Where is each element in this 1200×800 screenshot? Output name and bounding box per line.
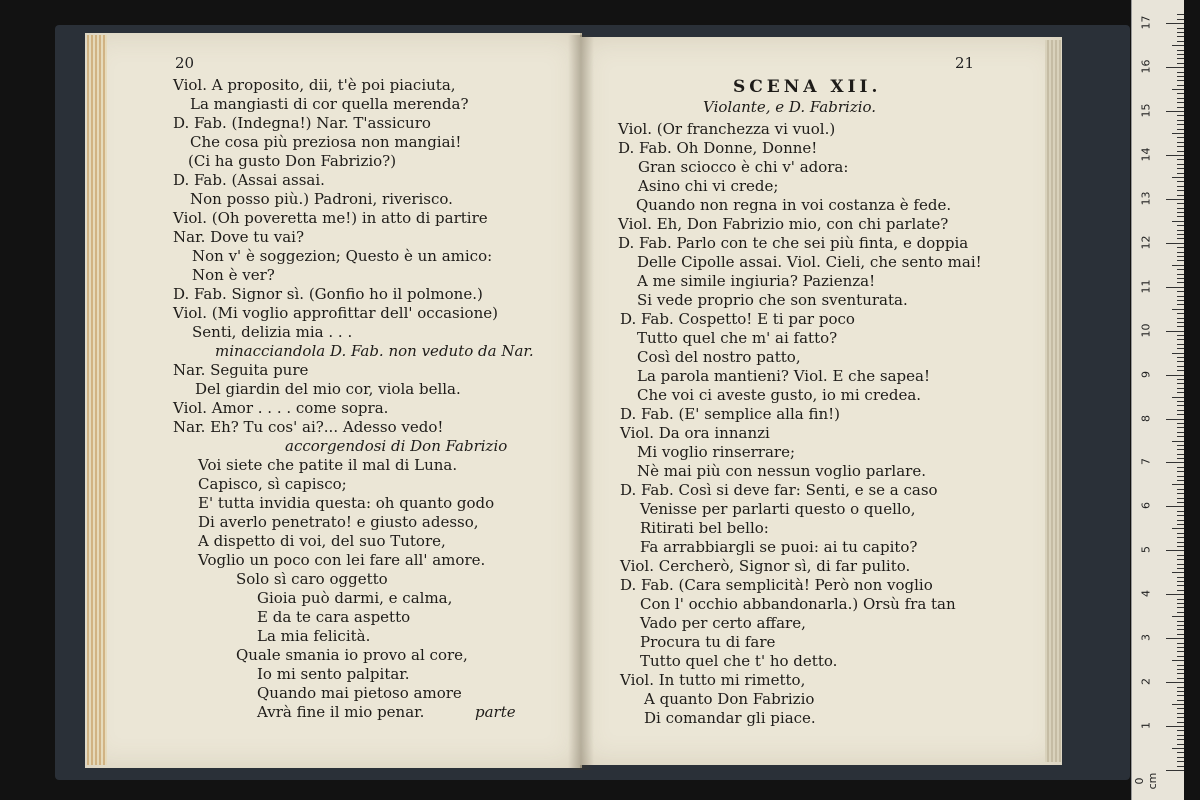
ruler-tick [1177,427,1184,428]
right-line: A me simile ingiuria? Pazienza! [637,272,876,290]
ruler-tick [1177,405,1184,406]
ruler-tick [1177,629,1184,630]
ruler-tick [1172,748,1184,749]
right-line: Viol. In tutto mi rimetto, [620,671,806,689]
ruler-tick [1172,221,1184,222]
left-line: (Ci ha gusto Don Fabrizio?) [188,152,397,170]
ruler-tick [1177,493,1184,494]
right-line: Procura tu di fare [640,633,776,651]
ruler-number: 16 [1139,59,1153,74]
ruler-tick [1177,304,1184,305]
ruler-tick [1177,656,1184,657]
ruler-tick [1166,67,1184,68]
left-line: D. Fab. (Indegna!) Nar. T'assicuro [173,114,431,132]
ruler-tick [1177,107,1184,108]
ruler-tick [1177,537,1184,538]
left-line: Nar. Seguita pure [173,361,309,379]
ruler-tick [1177,735,1184,736]
ruler-tick [1177,72,1184,73]
ruler-tick [1177,480,1184,481]
ruler-tick [1177,695,1184,696]
aria-line: Quando mai pietoso amore [257,684,462,702]
ruler-number: 12 [1139,235,1153,250]
ruler-tick [1177,203,1184,204]
ruler-tick [1177,357,1184,358]
ruler-tick [1177,344,1184,345]
aria-line: Io mi sento palpitar. [257,665,410,683]
ruler-tick [1166,23,1184,24]
ruler-tick [1166,550,1184,551]
left-line: E' tutta invidia questa: oh quanto godo [198,494,495,512]
ruler-tick [1177,577,1184,578]
ruler-tick [1177,230,1184,231]
ruler-tick [1177,542,1184,543]
ruler-tick [1177,225,1184,226]
left-line: D. Fab. Signor sì. (Gonfio ho il polmone.) [173,285,483,303]
right-page-edges [1045,40,1061,762]
ruler-tick [1177,489,1184,490]
ruler-tick [1177,151,1184,152]
ruler-tick [1172,616,1184,617]
ruler-tick [1177,511,1184,512]
right-line: Viol. Eh, Don Fabrizio mio, con chi parlate? [618,215,949,233]
ruler-tick [1166,770,1184,771]
ruler-tick [1172,177,1184,178]
left-line: Che cosa più preziosa non mangiai! [190,133,462,151]
ruler-tick [1172,89,1184,90]
ruler-tick [1177,14,1184,15]
ruler-tick [1166,726,1184,727]
ruler-tick [1177,392,1184,393]
ruler-tick [1177,379,1184,380]
aria-line: Solo sì caro oggetto [236,570,388,588]
measuring-ruler [1131,0,1184,800]
ruler-tick [1177,208,1184,209]
ruler-tick [1177,326,1184,327]
ruler-tick [1177,581,1184,582]
ruler-tick [1177,524,1184,525]
ruler-tick [1177,761,1184,762]
ruler-tick [1177,533,1184,534]
ruler-tick [1177,85,1184,86]
ruler-tick [1177,520,1184,521]
ruler-tick [1177,467,1184,468]
ruler-tick [1177,216,1184,217]
ruler-tick [1177,159,1184,160]
ruler-number: 13 [1139,191,1153,206]
stage-direction: parte [475,703,516,721]
ruler-tick [1166,506,1184,507]
ruler-tick [1177,559,1184,560]
right-line: Asino chi vi crede; [638,177,779,195]
ruler-tick [1166,419,1184,420]
ruler-tick [1166,375,1184,376]
ruler-tick [1172,133,1184,134]
ruler-tick [1177,585,1184,586]
right-line: Di comandar gli piace. [644,709,816,727]
stage-direction: accorgendosi di Don Fabrizio [285,437,508,455]
ruler-tick [1177,76,1184,77]
ruler-tick [1177,643,1184,644]
ruler-tick [1172,309,1184,310]
stage-direction: minacciandola D. Fab. non veduto da Nar. [215,342,534,360]
ruler-tick [1177,678,1184,679]
ruler-tick [1177,247,1184,248]
ruler-tick [1177,476,1184,477]
ruler-tick [1166,243,1184,244]
ruler-tick [1177,607,1184,608]
ruler-tick [1177,318,1184,319]
ruler-tick [1177,423,1184,424]
ruler-tick [1177,339,1184,340]
ruler-tick [1172,265,1184,266]
ruler-tick [1177,102,1184,103]
ruler-tick [1177,361,1184,362]
ruler-tick [1172,484,1184,485]
ruler-number: 9 [1139,370,1153,378]
left-line: La mangiasti di cor quella merenda? [190,95,469,113]
ruler-tick [1177,651,1184,652]
ruler-number: 4 [1139,590,1153,598]
left-line: Capisco, sì capisco; [198,475,347,493]
ruler-unit-label: 0 cm [1133,772,1159,790]
ruler-tick [1177,388,1184,389]
ruler-tick [1177,291,1184,292]
ruler-tick [1177,603,1184,604]
ruler-tick [1177,471,1184,472]
ruler-tick [1177,717,1184,718]
left-line: Di averlo penetrato! e giusto adesso, [198,513,479,531]
ruler-tick [1177,19,1184,20]
ruler-tick [1177,708,1184,709]
left-line: Viol. (Oh poveretta me!) in atto di partire [173,209,488,227]
ruler-tick [1172,397,1184,398]
ruler-tick [1172,441,1184,442]
ruler-tick [1177,449,1184,450]
ruler-tick [1177,98,1184,99]
left-line: Viol. (Mi voglio approfittar dell' occasione) [173,304,498,322]
ruler-tick [1177,58,1184,59]
ruler-tick [1177,498,1184,499]
left-line: Non posso più.) Padroni, riverisco. [190,190,453,208]
left-line: Del giardin del mio cor, viola bella. [195,380,461,398]
left-line: Voi siete che patite il mal di Luna. [198,456,458,474]
ruler-tick [1177,687,1184,688]
aria-line: Avrà fine il mio penar. [257,703,425,721]
ruler-number: 3 [1139,634,1153,642]
ruler-tick [1166,155,1184,156]
aria-line: Quale smania io provo al core, [236,646,468,664]
right-line: Gran sciocco è chi v' adora: [638,158,849,176]
ruler-tick [1177,625,1184,626]
ruler-tick [1172,572,1184,573]
ruler-tick [1172,704,1184,705]
ruler-number: 17 [1139,15,1153,30]
aria-line: La mia felicità. [257,627,371,645]
ruler-number: 1 [1139,722,1153,730]
ruler-tick [1177,599,1184,600]
ruler-tick [1177,50,1184,51]
ruler-tick [1177,181,1184,182]
ruler-tick [1177,173,1184,174]
ruler-tick [1177,190,1184,191]
left-page-number: 20 [175,54,195,72]
left-line: D. Fab. (Assai assai. [173,171,325,189]
ruler-tick [1177,269,1184,270]
ruler-tick [1177,238,1184,239]
ruler-tick [1166,199,1184,200]
ruler-tick [1177,739,1184,740]
ruler-tick [1177,564,1184,565]
right-line: Con l' occhio abbandonarla.) Orsù fra tan [640,595,956,613]
ruler-tick [1177,195,1184,196]
ruler-tick [1177,432,1184,433]
ruler-tick [1177,757,1184,758]
ruler-tick [1177,63,1184,64]
right-line: D. Fab. Così si deve far: Senti, e se a caso [620,481,938,499]
right-page-number: 21 [955,54,975,72]
ruler-tick [1177,274,1184,275]
ruler-tick [1177,370,1184,371]
ruler-tick [1177,647,1184,648]
ruler-tick [1177,744,1184,745]
left-line: Non v' è soggezion; Questo è un amico: [192,247,493,265]
ruler-tick [1177,32,1184,33]
ruler-tick [1177,282,1184,283]
right-line: La parola mantieni? Viol. E che sapea! [637,367,930,385]
right-line: Tutto quel che t' ho detto. [640,652,838,670]
ruler-tick [1177,366,1184,367]
ruler-tick [1177,502,1184,503]
left-line: Viol. A proposito, dii, t'è poi piaciuta, [173,76,456,94]
ruler-tick [1177,260,1184,261]
right-line: A quanto Don Fabrizio [644,690,815,708]
ruler-tick [1177,454,1184,455]
right-line: Si vede proprio che son sventurata. [637,291,908,309]
ruler-tick [1177,186,1184,187]
right-line: Quando non regna in voi costanza è fede. [636,196,952,214]
right-line: Viol. Da ora innanzi [620,424,770,442]
ruler-tick [1177,322,1184,323]
ruler-tick [1177,612,1184,613]
ruler-tick [1177,146,1184,147]
ruler-tick [1177,137,1184,138]
ruler-number: 2 [1139,678,1153,686]
right-line: Fa arrabbiargli se puoi: ai tu capito? [640,538,918,556]
left-line: A dispetto di voi, del suo Tutore, [198,532,446,550]
ruler-tick [1177,80,1184,81]
ruler-tick [1177,129,1184,130]
ruler-tick [1177,713,1184,714]
right-line: D. Fab. (E' semplice alla fin!) [620,405,841,423]
ruler-number: 15 [1139,103,1153,118]
right-line: D. Fab. Parlo con te che sei più finta, e doppia [618,234,969,252]
ruler-tick [1177,700,1184,701]
ruler-tick [1177,28,1184,29]
left-line: Viol. Amor . . . . come sopra. [173,399,389,417]
ruler-tick [1177,115,1184,116]
ruler-tick [1177,36,1184,37]
ruler-tick [1177,691,1184,692]
right-line: Nè mai più con nessun voglio parlare. [637,462,926,480]
ruler-tick [1177,278,1184,279]
ruler-tick [1177,348,1184,349]
left-line: Non è ver? [192,266,275,284]
ruler-tick [1177,256,1184,257]
ruler-tick [1177,568,1184,569]
ruler-tick [1177,730,1184,731]
ruler-tick [1177,401,1184,402]
left-line: Nar. Dove tu vai? [173,228,305,246]
ruler-tick [1166,331,1184,332]
ruler-tick [1177,673,1184,674]
ruler-tick [1177,120,1184,121]
right-line: Tutto quel che m' ai fatto? [637,329,838,347]
right-line: Vado per certo affare, [640,614,806,632]
ruler-tick [1177,168,1184,169]
ruler-tick [1177,665,1184,666]
ruler-tick [1177,142,1184,143]
right-line: Ritirati bel bello: [640,519,769,537]
ruler-tick [1177,234,1184,235]
ruler-tick [1166,287,1184,288]
right-line: Così del nostro patto, [637,348,801,366]
ruler-number: 8 [1139,414,1153,422]
left-line: Senti, delizia mia . . . [192,323,353,341]
scene-title: SCENA XII. [733,77,882,97]
ruler-tick [1177,212,1184,213]
ruler-tick [1177,383,1184,384]
ruler-number: 7 [1139,458,1153,466]
ruler-tick [1177,752,1184,753]
ruler-tick [1177,621,1184,622]
aria-line: Gioia può darmi, e calma, [257,589,453,607]
ruler-number: 10 [1139,323,1153,338]
ruler-tick [1177,590,1184,591]
left-line: Voglio un poco con lei fare all' amore. [198,551,486,569]
ruler-number: 5 [1139,546,1153,554]
ruler-tick [1177,54,1184,55]
ruler-number: 14 [1139,147,1153,162]
ruler-tick [1177,414,1184,415]
ruler-tick [1172,353,1184,354]
right-line: Viol. Cercherò, Signor sì, di far pulito. [620,557,911,575]
right-line: Delle Cipolle assai. Viol. Cieli, che sento mai! [637,253,982,271]
ruler-number: 6 [1139,502,1153,510]
right-line: Che voi ci aveste gusto, io mi credea. [637,386,922,404]
right-line: D. Fab. (Cara semplicità! Però non voglio [620,576,933,594]
ruler-tick [1177,300,1184,301]
ruler-tick [1177,445,1184,446]
ruler-tick [1177,41,1184,42]
ruler-number: 11 [1139,279,1153,294]
ruler-tick [1177,546,1184,547]
aria-line: E da te cara aspetto [257,608,411,626]
ruler-tick [1177,634,1184,635]
ruler-tick [1172,660,1184,661]
ruler-tick [1177,296,1184,297]
ruler-tick [1177,766,1184,767]
ruler-tick [1177,164,1184,165]
ruler-tick [1172,45,1184,46]
ruler-tick [1166,462,1184,463]
ruler-tick [1177,515,1184,516]
ruler-tick [1177,436,1184,437]
ruler-tick [1166,594,1184,595]
ruler-tick [1177,555,1184,556]
right-line: Mi voglio rinserrare; [637,443,796,461]
ruler-tick [1177,252,1184,253]
ruler-tick [1166,638,1184,639]
ruler-tick [1177,93,1184,94]
left-line: Nar. Eh? Tu cos' ai?... Adesso vedo! [173,418,444,436]
right-line: Viol. (Or franchezza vi vuol.) [618,120,836,138]
ruler-tick [1177,410,1184,411]
ruler-tick [1177,313,1184,314]
right-line: D. Fab. Cospetto! E ti par poco [620,310,855,328]
book-gutter [568,35,594,770]
right-line: Venisse per parlarti questo o quello, [640,500,916,518]
ruler-tick [1166,111,1184,112]
right-line: D. Fab. Oh Donne, Donne! [618,139,818,157]
ruler-tick [1177,335,1184,336]
ruler-tick [1177,669,1184,670]
ruler-tick [1166,682,1184,683]
ruler-tick [1177,124,1184,125]
ruler-tick [1177,458,1184,459]
ruler-tick [1177,722,1184,723]
ruler-tick [1172,528,1184,529]
left-page-edges [87,35,107,765]
scene-subtitle: Violante, e D. Fabrizio. [703,98,877,116]
